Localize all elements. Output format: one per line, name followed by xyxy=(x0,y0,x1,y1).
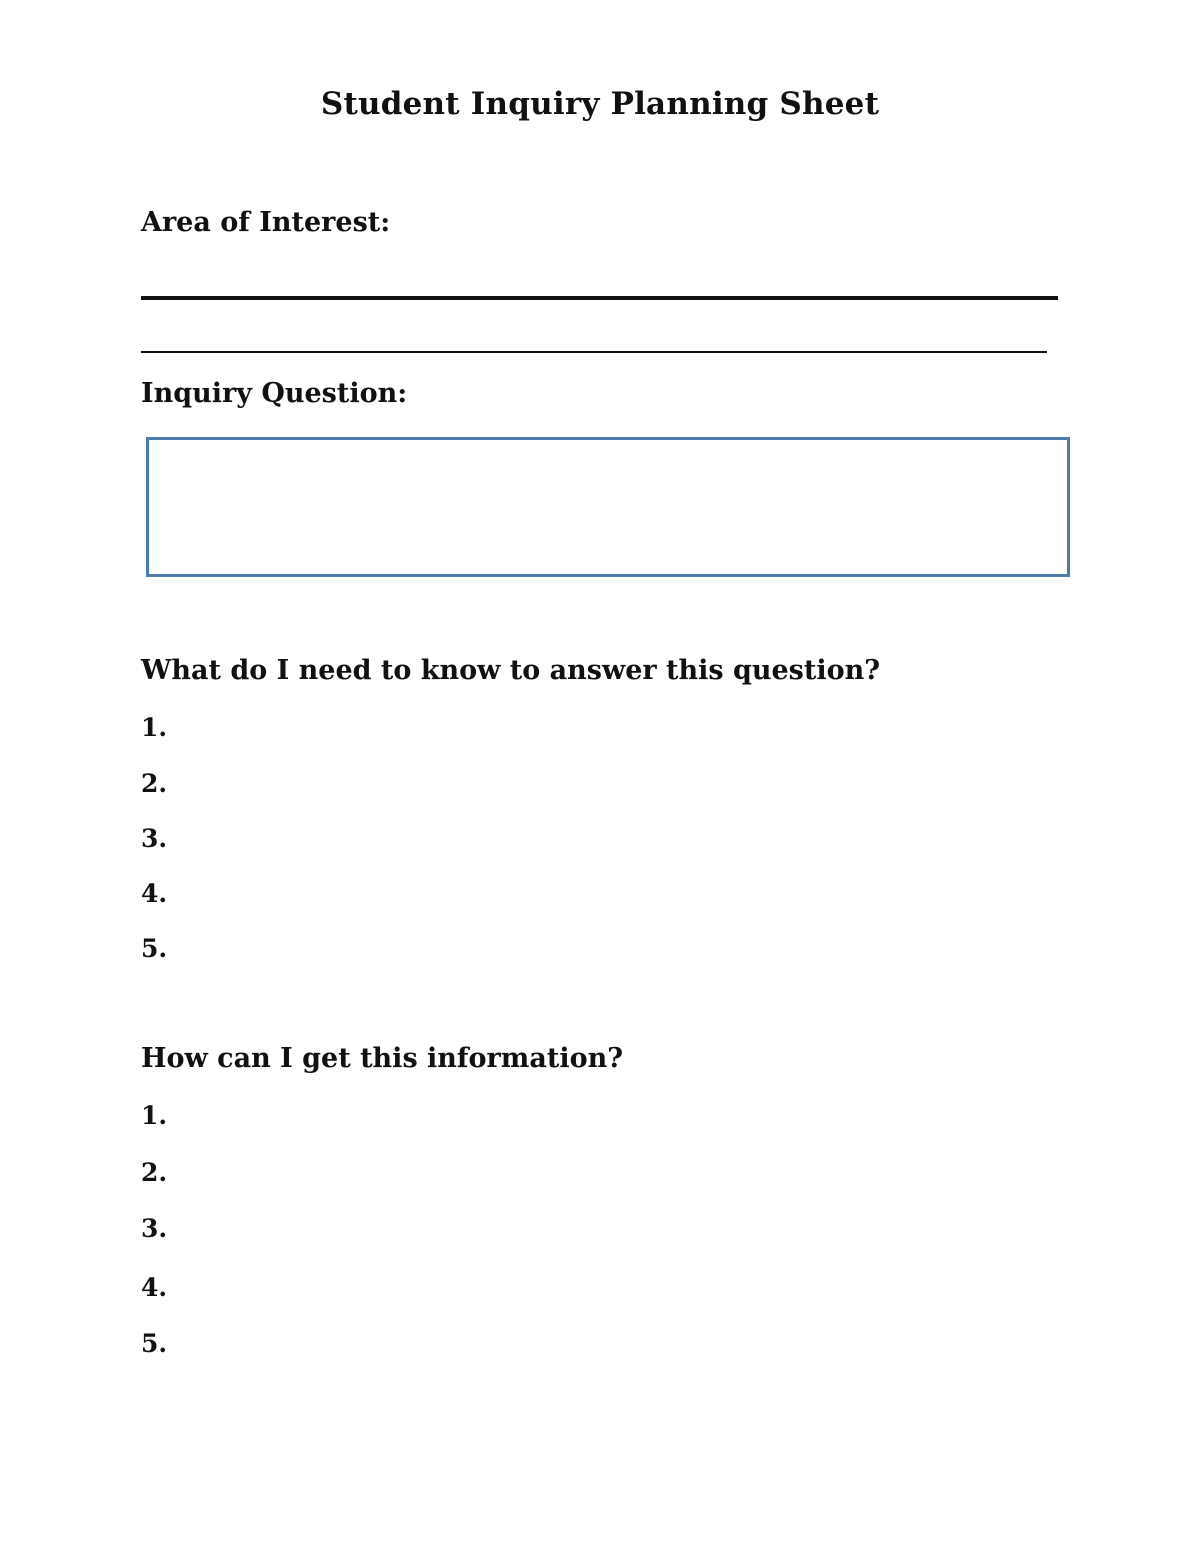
get-information-item-2: 2. xyxy=(141,1158,168,1187)
get-information-item-4: 4. xyxy=(141,1273,168,1302)
need-to-know-item-2: 2. xyxy=(141,769,168,798)
area-of-interest-label: Area of Interest: xyxy=(141,207,391,238)
need-to-know-item-5: 5. xyxy=(141,934,168,963)
inquiry-question-label: Inquiry Question: xyxy=(141,378,408,409)
need-to-know-item-4: 4. xyxy=(141,879,168,908)
need-to-know-heading: What do I need to know to answer this question? xyxy=(141,655,881,686)
area-of-interest-line-2[interactable] xyxy=(141,351,1047,353)
get-information-item-3: 3. xyxy=(141,1214,168,1243)
get-information-item-5: 5. xyxy=(141,1329,168,1358)
need-to-know-item-1: 1. xyxy=(141,713,168,742)
page-title: Student Inquiry Planning Sheet xyxy=(320,86,880,122)
area-of-interest-line-1[interactable] xyxy=(141,296,1058,300)
get-information-heading: How can I get this information? xyxy=(141,1043,624,1074)
need-to-know-item-3: 3. xyxy=(141,824,168,853)
get-information-item-1: 1. xyxy=(141,1101,168,1130)
inquiry-question-box[interactable] xyxy=(146,437,1070,577)
